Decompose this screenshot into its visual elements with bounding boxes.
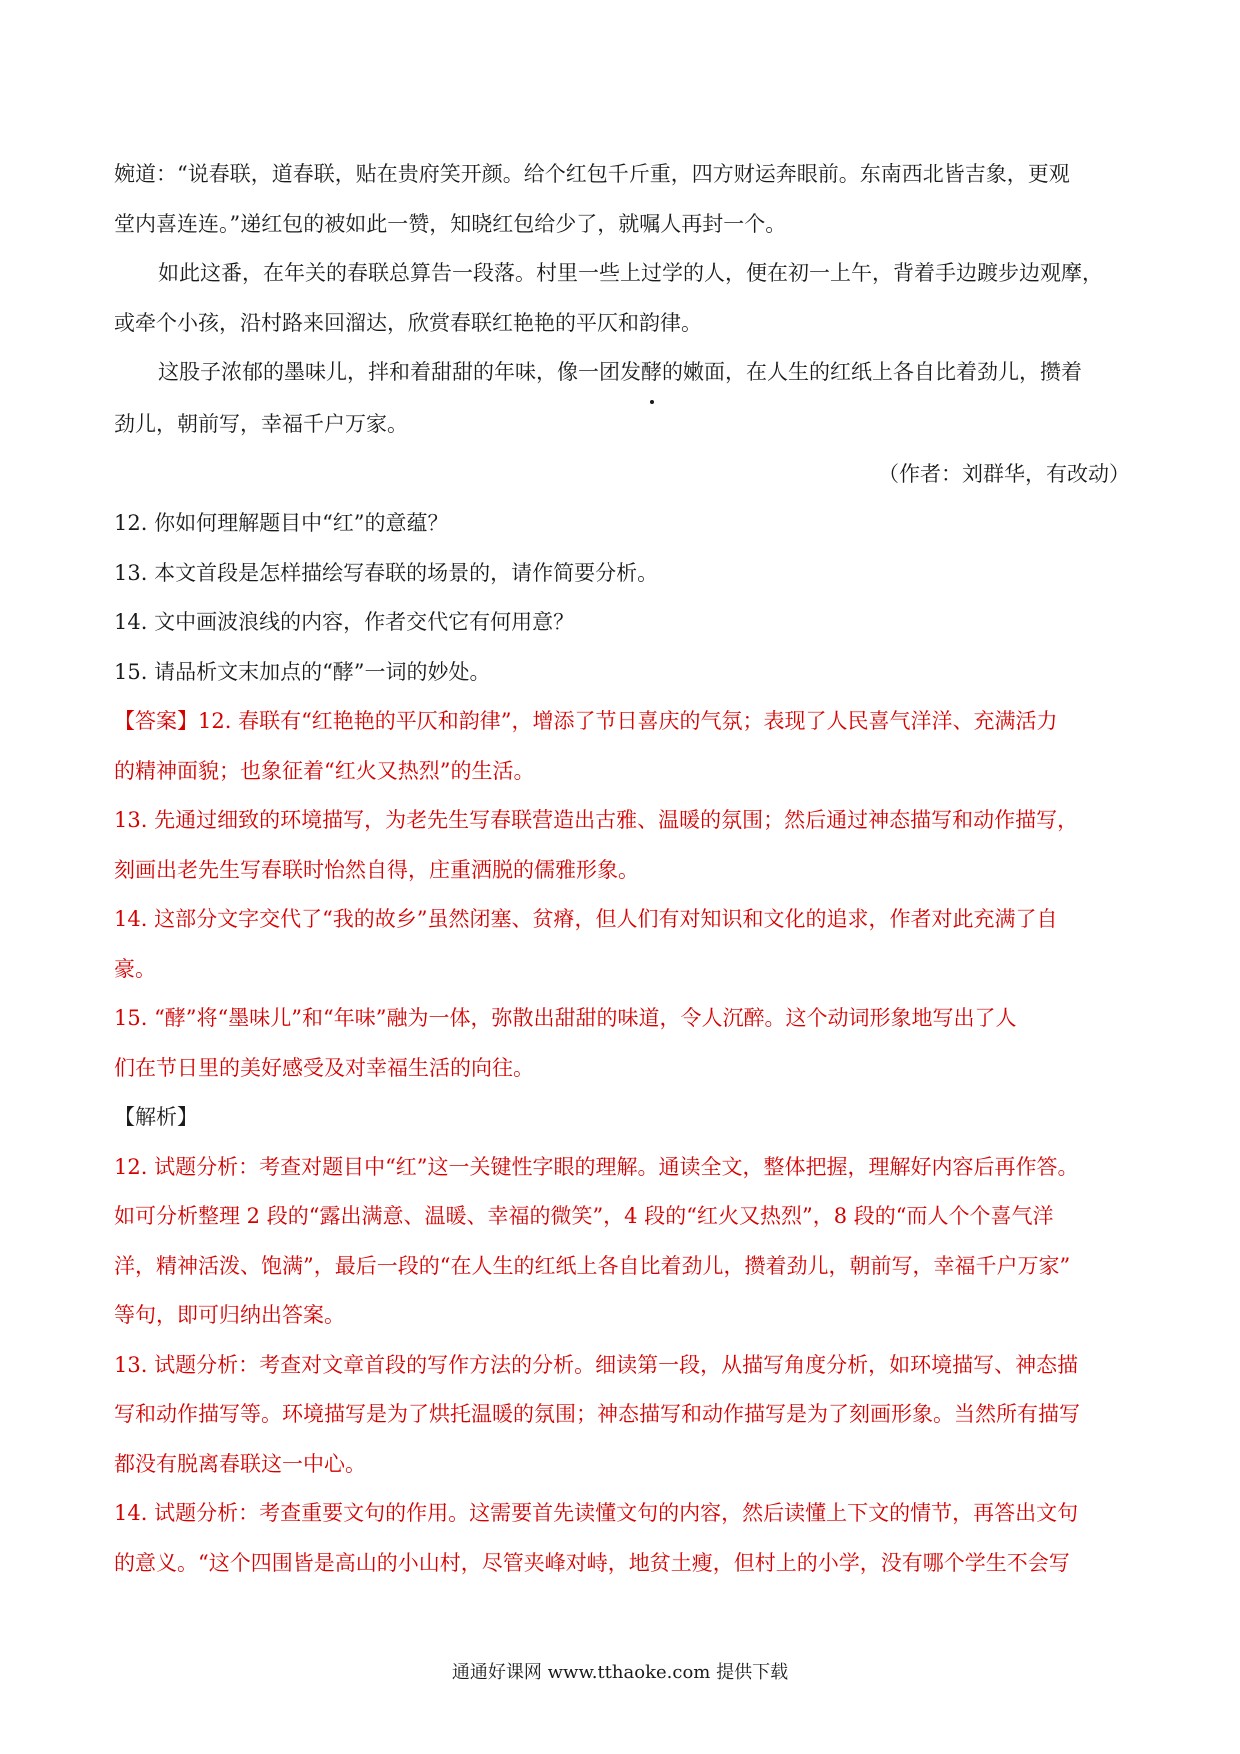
text-run: 这股子浓郁的墨味儿，拌和着甜甜的年味，像一团发 (158, 360, 641, 384)
analysis-14-line: 14. 试题分析：考查重要文句的作用。这需要首先读懂文句的内容，然后读懂上下文的情节，再答出文句 (114, 1501, 1079, 1525)
article-paragraph-line: 堂内喜连连。”递红包的被如此一赞，知晓红包给少了，就嘱人再封一个。 (114, 211, 787, 236)
article-paragraph-line (114, 348, 1130, 398)
answer-12-line (114, 697, 1130, 747)
answer-13-line: 刻画出老先生写春联时怡然自得，庄重洒脱的儒雅形象。 (114, 857, 639, 882)
question-12: 12. 你如何理解题目中“红”的意蕴？ (114, 511, 449, 535)
answer-12-line: 的精神面貌；也象征着“红火又热烈”的生活。 (114, 758, 535, 783)
question-15: 15. 请品析文末加点的“酵”一词的妙处。 (114, 659, 491, 684)
analysis-12-line: 洋，精神活泼、饱满”，最后一段的“在人生的红纸上各自比着劲儿，攒着劲儿，朝前写，幸福千户万家” (114, 1253, 1071, 1278)
question-13: 13. 本文首段是怎样描绘写春联的场景的，请作简要分析。 (114, 560, 659, 585)
emphasized-character: 酵 (641, 348, 662, 398)
analysis-13-line: 写和动作描写等。环境描写是为了烘托温暖的氛围；神态描写和动作描写是为了刻画形象。当然所有描写 (114, 1402, 1080, 1426)
analysis-label: 【解析】 (114, 1105, 198, 1129)
author-note: （作者：刘群华，有改动） (878, 461, 1130, 486)
answer-13-line: 13. 先通过细致的环境描写，为老先生写春联营造出古雅、温暖的氛围；然后通过神态描写和动作描写， (114, 808, 1079, 832)
text-run: 12. 春联有“红艳艳的平仄和韵律”，增添了节日喜庆的气氛；表现了人民喜气洋洋、充满活力 (198, 709, 1058, 733)
page-footer: 通通好课网 www.tthaoke.com 提供下载 (451, 1662, 789, 1683)
analysis-13-line: 13. 试题分析：考查对文章首段的写作方法的分析。细读第一段，从描写角度分析，如环境描写、神态描 (114, 1352, 1079, 1377)
answer-14-line: 豪。 (114, 956, 156, 981)
analysis-12-line: 如可分析整理 2 段的“露出满意、温暖、幸福的微笑”，4 段的“红火又热烈”，8 段的“而人个个喜气洋 (114, 1204, 1054, 1228)
article-paragraph-line: 或牵个小孩，沿村路来回溜达，欣赏春联红艳艳的平仄和韵律。 (114, 310, 702, 335)
answer-15-line: 们在节日里的美好感受及对幸福生活的向往。 (114, 1055, 534, 1080)
answer-14-line: 14. 这部分文字交代了“我的故乡”虽然闭塞、贫瘠，但人们有对知识和文化的追求，作者对此充满了自 (114, 907, 1058, 931)
answer-15-line: 15. “酵”将“墨味儿”和“年味”融为一体，弥散出甜甜的味道，令人沉醉。这个动词形象地写出了人 (114, 1006, 1017, 1030)
article-paragraph-line: 婉道：“说春联，道春联，贴在贵府笑开颜。给个红包千斤重，四方财运奔眼前。东南西北皆吉象，更观 (114, 162, 1070, 186)
answer-label: 【答案】 (114, 709, 198, 733)
analysis-12-line: 12. 试题分析：考查对题目中“红”这一关键性字眼的理解。通读全文，整体把握，理解好内容后再作答。 (114, 1154, 1079, 1179)
analysis-12-line: 等句，即可归纳出答案。 (114, 1303, 345, 1327)
analysis-14-line: 的意义。“这个四围皆是高山的小山村，尽管夹峰对峙，地贫土瘦，但村上的小学，没有哪个学生不会写 (114, 1550, 1070, 1575)
article-paragraph-line: 如此这番，在年关的春联总算告一段落。村里一些上过学的人，便在初一上午，背着手边踱步边观摩， (158, 261, 1103, 285)
article-paragraph-line: 劲儿，朝前写，幸福千户万家。 (114, 411, 408, 436)
analysis-13-line: 都没有脱离春联这一中心。 (114, 1451, 366, 1476)
question-14: 14. 文中画波浪线的内容，作者交代它有何用意？ (114, 610, 575, 634)
document-body (114, 150, 1130, 1588)
text-run: 的嫩面，在人生的红纸上各自比着劲儿，攒着 (662, 360, 1082, 384)
